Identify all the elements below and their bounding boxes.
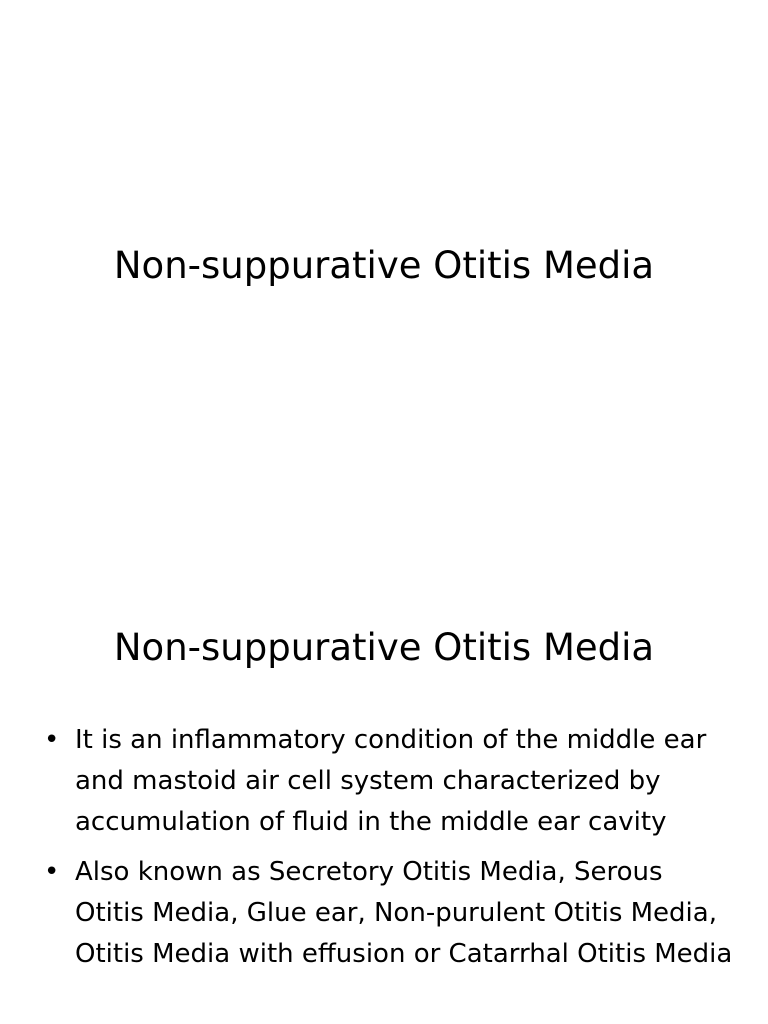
slide-2 bbox=[0, 530, 768, 1024]
bullet-list bbox=[44, 720, 734, 984]
slide-title: Non-suppurative Otitis Media bbox=[113, 244, 655, 287]
bullet-item bbox=[44, 720, 734, 843]
bullet-item bbox=[44, 852, 734, 975]
bullet-text: Also known as Secretory Otitis Media, Serous Otitis Media, Glue ear, Non-purulent Otitis Media, Otitis Media with effusion or Catarrhal Otitis Media bbox=[75, 857, 733, 969]
bullet-text: It is an inflammatory condition of the middle ear and mastoid air cell system characterized by accumulation of fluid in the middle ear cavity bbox=[75, 725, 707, 837]
slide-title: Non-suppurative Otitis Media bbox=[113, 626, 655, 669]
bullet-icon: • bbox=[44, 857, 60, 887]
bullet-icon: • bbox=[44, 725, 60, 755]
